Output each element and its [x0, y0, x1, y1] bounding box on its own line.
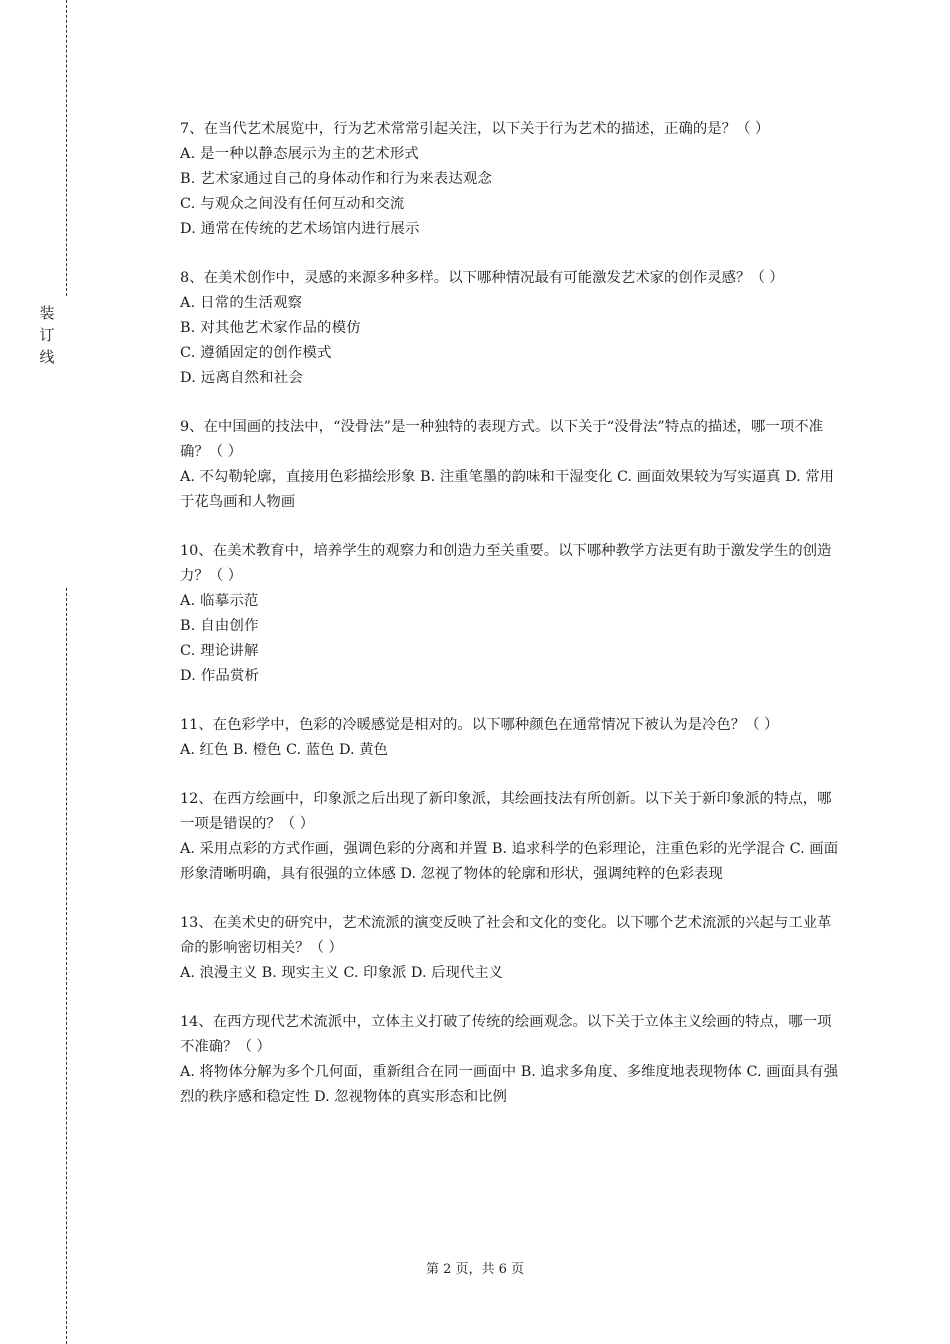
option-b: B. 自由创作 [180, 618, 259, 634]
question-11 [180, 713, 840, 763]
option-a: A. 是一种以静态展示为主的艺术形式 [180, 146, 420, 162]
inline-options: A. 浪漫主义 B. 现实主义 C. 印象派 D. 后现代主义 [180, 965, 504, 981]
binding-label-char: 线 [39, 348, 55, 366]
question-stem: 12、在西方绘画中，印象派之后出现了新印象派，其绘画技法有所创新。以下关于新印象派的特点，哪一项是错误的？（ ） [180, 791, 832, 832]
option-c: C. 与观众之间没有任何互动和交流 [180, 196, 405, 212]
question-9 [180, 415, 840, 515]
question-stem: 13、在美术史的研究中，艺术流派的演变反映了社会和文化的变化。以下哪个艺术流派的兴起与工业革命的影响密切相关？（ ） [180, 915, 832, 956]
question-stem: 7、在当代艺术展览中，行为艺术常常引起关注，以下关于行为艺术的描述，正确的是？（ ） [180, 121, 770, 137]
option-b: B. 艺术家通过自己的身体动作和行为来表达观念 [180, 171, 493, 187]
inline-options: A. 红色 B. 橙色 C. 蓝色 D. 黄色 [180, 742, 388, 758]
binding-label-char: 装 [39, 304, 55, 322]
question-stem: 11、在色彩学中，色彩的冷暖感觉是相对的。以下哪种颜色在通常情况下被认为是冷色？（ ） [180, 717, 779, 733]
page-number-footer: 第 2 页，共 6 页 [425, 1262, 525, 1277]
inline-options: A. 将物体分解为多个几何面，重新组合在同一画面中 B. 追求多角度、多维度地表现物体 C. 画面具有强烈的秩序感和稳定性 D. 忽视物体的真实形态和比例 [180, 1064, 839, 1105]
inline-options: A. 采用点彩的方式作画，强调色彩的分离和并置 B. 追求科学的色彩理论，注重色彩的光学混合 C. 画面形象清晰明确，具有很强的立体感 D. 忽视了物体的轮廓和形状，强调纯粹的色彩表现 [180, 841, 839, 882]
option-c: C. 理论讲解 [180, 643, 259, 659]
option-a: A. 临摹示范 [180, 593, 259, 609]
binding-dashed-line-top [66, 0, 67, 296]
binding-line-label [37, 302, 57, 368]
question-8 [180, 266, 840, 391]
question-stem: 10、在美术教育中，培养学生的观察力和创造力至关重要。以下哪种教学方法更有助于激发学生的创造力？（ ） [180, 543, 832, 584]
binding-label-char: 订 [39, 326, 55, 344]
question-stem: 8、在美术创作中，灵感的来源多种多样。以下哪种情况最有可能激发艺术家的创作灵感？（ ） [180, 270, 784, 286]
option-d: D. 通常在传统的艺术场馆内进行展示 [180, 221, 420, 237]
binding-dashed-line-bottom [66, 588, 67, 1344]
question-stem: 9、在中国画的技法中，“没骨法”是一种独特的表现方式。以下关于“没骨法”特点的描述，哪一项不准确？（ ） [180, 419, 823, 460]
inline-options: A. 不勾勒轮廓，直接用色彩描绘形象 B. 注重笔墨的韵味和干湿变化 C. 画面效果较为写实逼真 D. 常用于花鸟画和人物画 [180, 469, 835, 510]
question-14 [180, 1010, 840, 1110]
question-10 [180, 539, 840, 689]
option-c: C. 遵循固定的创作模式 [180, 345, 332, 361]
option-d: D. 远离自然和社会 [180, 370, 303, 386]
option-d: D. 作品赏析 [180, 668, 260, 684]
question-13 [180, 911, 840, 986]
question-list [180, 117, 840, 1134]
question-7 [180, 117, 840, 242]
option-b: B. 对其他艺术家作品的模仿 [180, 320, 361, 336]
question-12 [180, 787, 840, 887]
option-a: A. 日常的生活观察 [180, 295, 303, 311]
question-stem: 14、在西方现代艺术流派中，立体主义打破了传统的绘画观念。以下关于立体主义绘画的特点，哪一项不准确？（ ） [180, 1014, 832, 1055]
